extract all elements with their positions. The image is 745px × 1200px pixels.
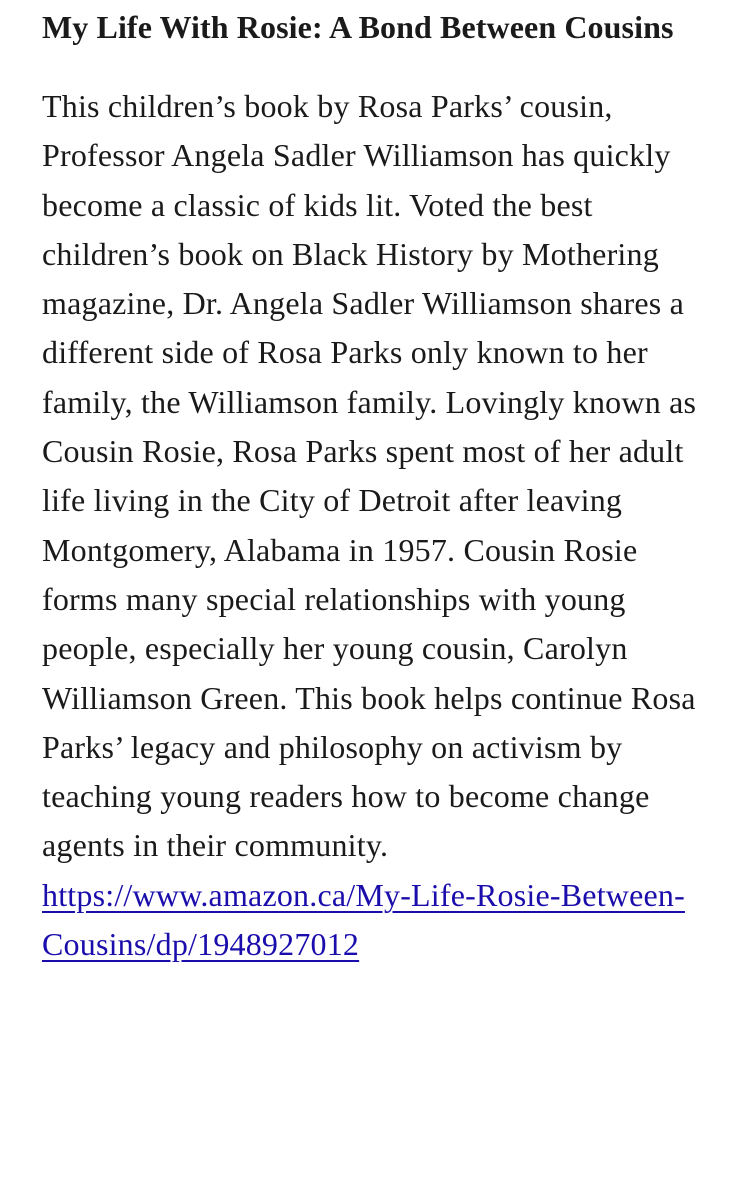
article-body	[42, 82, 702, 969]
article	[42, 0, 702, 969]
article-title: My Life With Rosie: A Bond Between Cousins	[42, 9, 674, 45]
article-paragraph: This children’s book by Rosa Parks’ cousin, Professor Angela Sadler Williamson has quickly become a classic of kids lit. Voted the best children’s book on Black History by Mothering magazine, Dr. Angela Sadler Williamson shares a different side of Rosa Parks only known to her family, the Williamson family. Lovingly known as Cousin Rosie, Rosa Parks spent most of her adult life living in the City of Detroit after leaving Montgomery, Alabama in 1957. Cousin Rosie forms many special relationships with young people, especially her young cousin, Carolyn Williamson Green. This book helps continue Rosa Parks’ legacy and philosophy on activism by teaching young readers how to become change agents in their community.	[42, 88, 697, 864]
amazon-link[interactable]: https://www.amazon.ca/My-Life-Rosie-Between-Cousins/dp/1948927012	[42, 876, 685, 963]
